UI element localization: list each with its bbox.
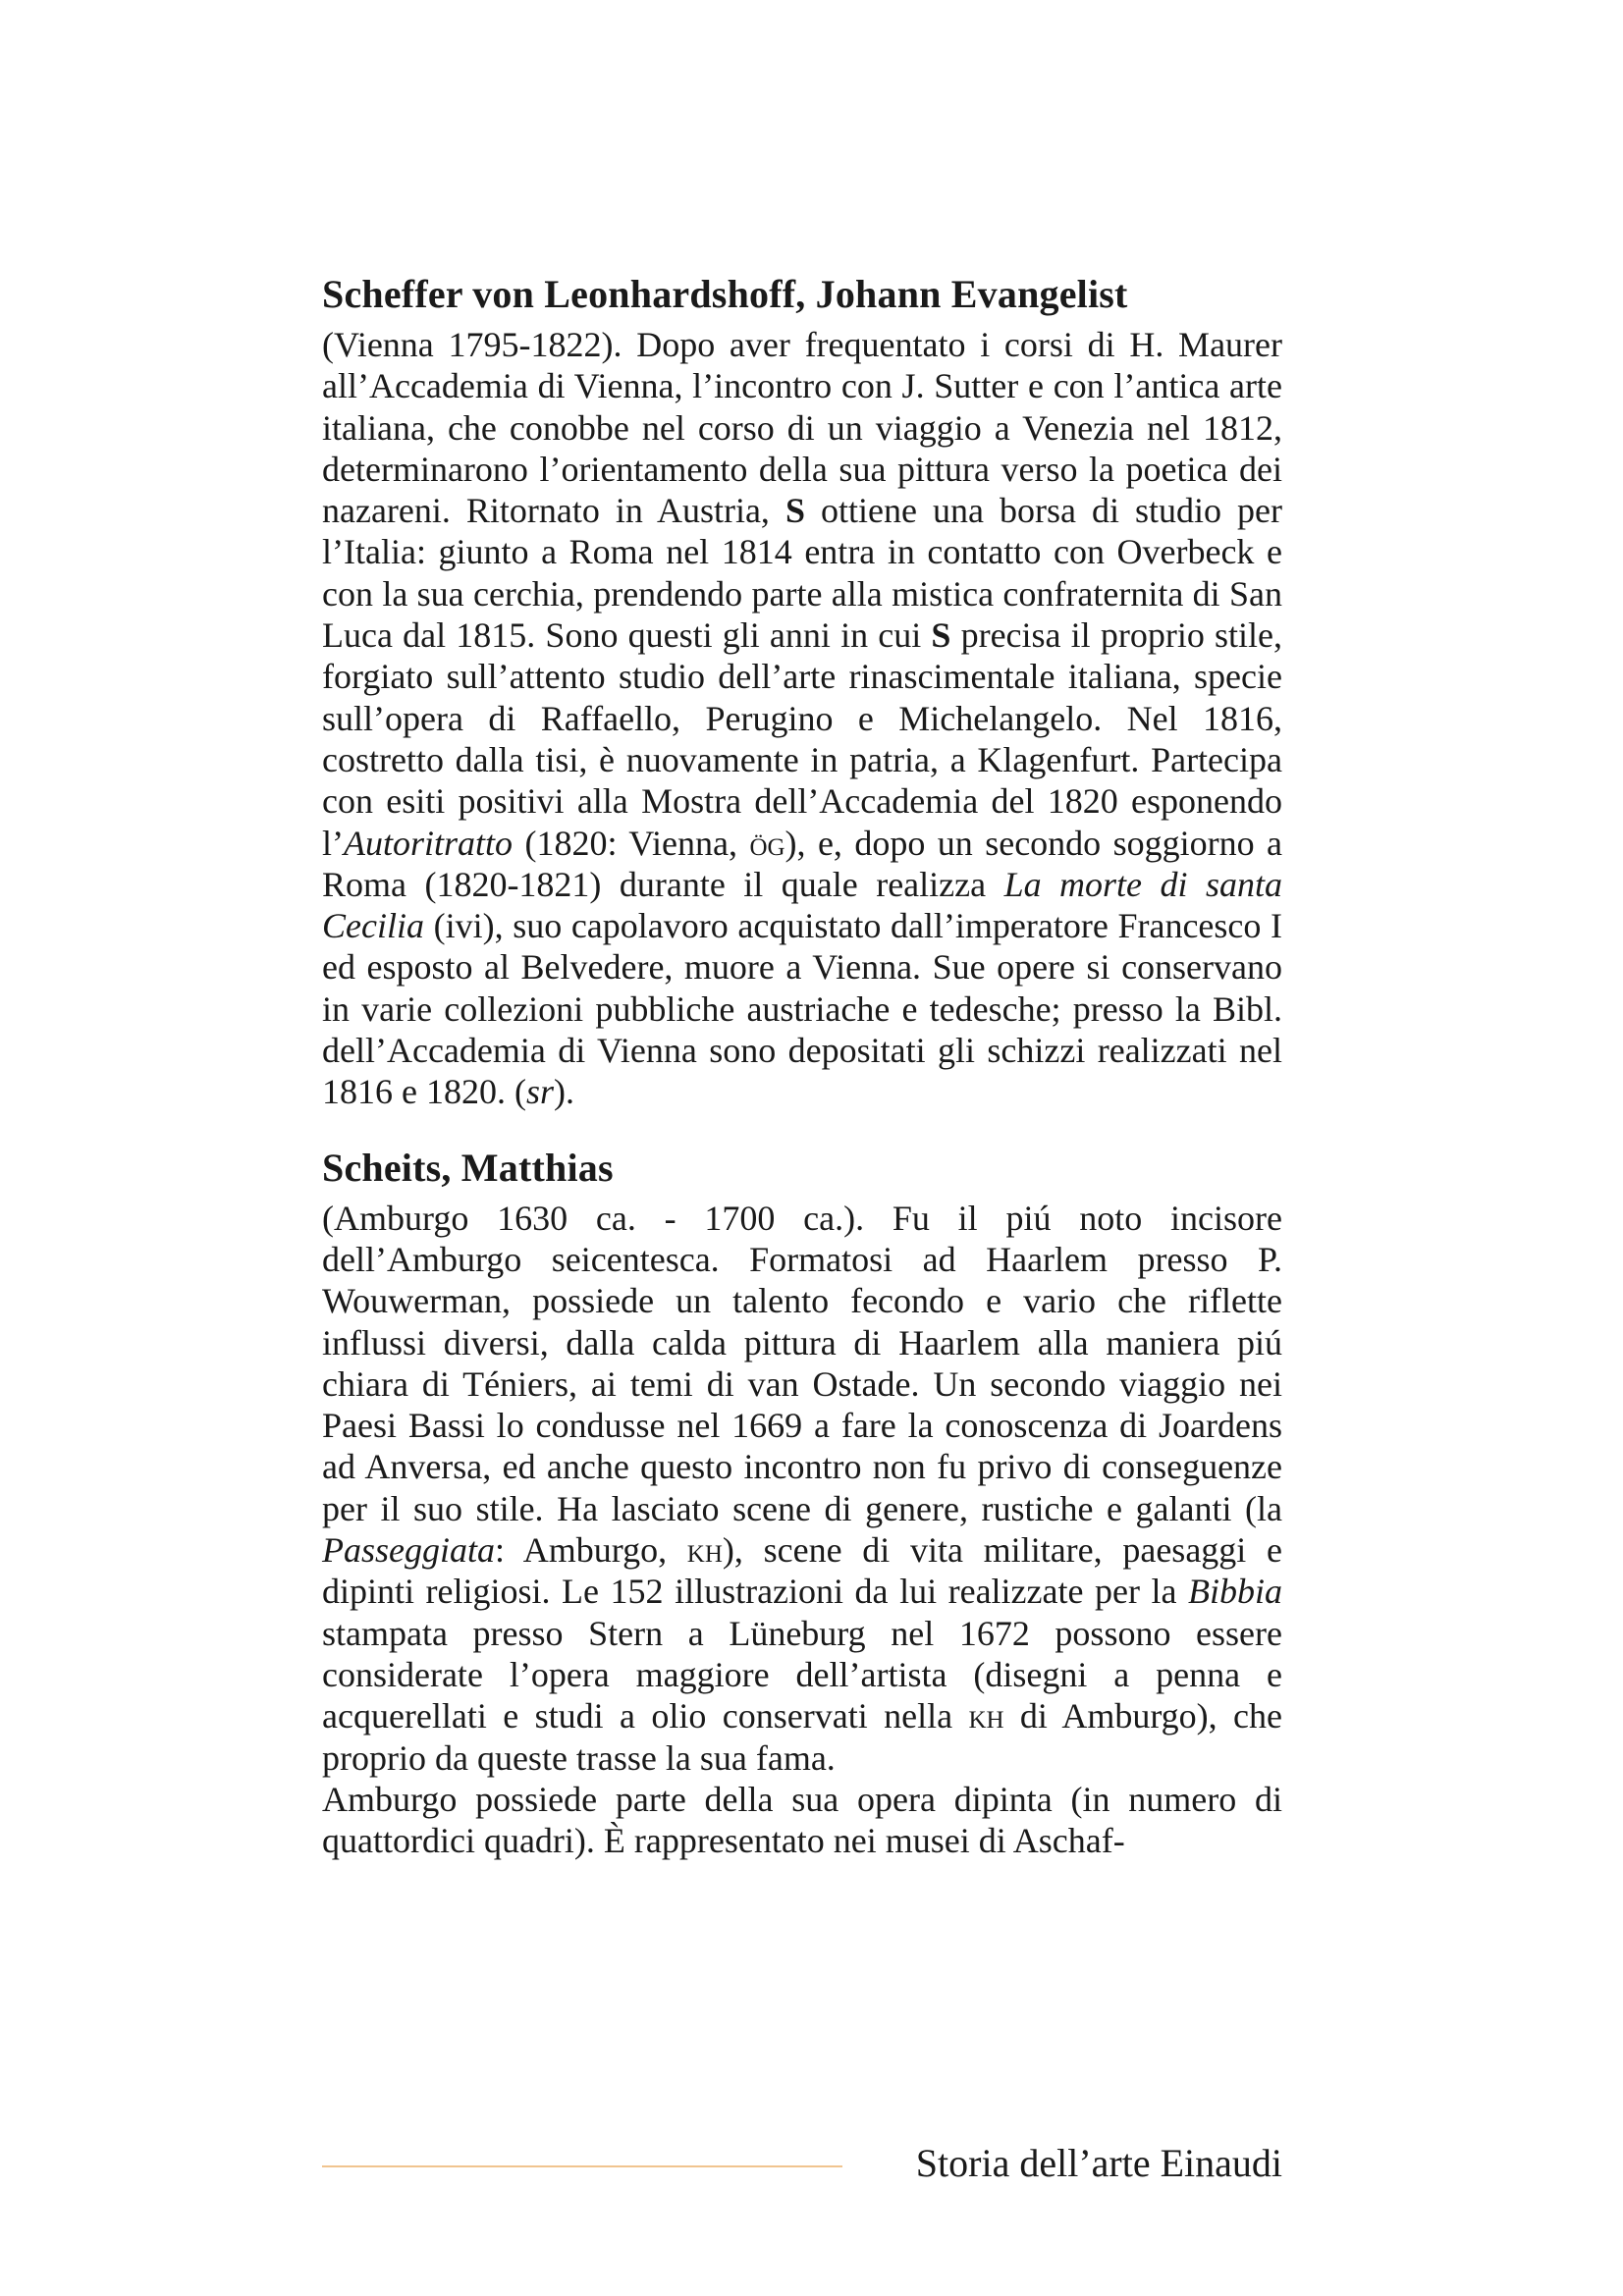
bold-run: S [784, 491, 805, 531]
italic-title: Bibbia [1188, 1572, 1282, 1612]
bold-run: S [931, 615, 951, 656]
body-paragraph: (Vienna 1795-1822). Dopo aver frequentato i corsi di H. Maurer all’Accademia di Vienna, l’incontro con J. Sutter e con l’antica arte italiana, che conobbe nel corso di un viaggio a Venezia nel 1812, determinarono l’orientamento della sua pittura verso la poetica dei nazareni. Ritornato in Austria, S ottiene una borsa di studio per l’Italia: giunto a Roma nel 1814 entra in contatto con Overbeck e con la sua cerchia, prendendo parte alla mistica confraternita di San Luca dal 1815. Sono questi gli anni in cui S precisa il proprio stile, forgiato sull’attento studio dell’arte rinascimentale italiana, specie sull’opera di Raffaello, Perugino e Michelangelo. Nel 1816, costretto dalla tisi, è nuovamente in patria, a Klagenfurt. Partecipa con esiti positivi alla Mostra dell’Accademia del 1820 esponendo l’Autoritratto (1820: Vienna, ög), e, dopo un secondo soggiorno a Roma (1820-1821) durante il quale realizza La morte di santa Cecilia (ivi), suo capolavoro acquistato dall’imperatore Francesco I ed esposto al Belvedere, muore a Vienna. Sue opere si conservano in varie collezioni pubbliche austriache e tedesche; presso la Bibl. dell’Accademia di Vienna sono depositati gli schizzi realizzati nel 1816 e 1820. (sr). [322, 325, 1282, 1112]
entry-scheits [322, 1145, 1282, 1862]
entry-scheffer [322, 271, 1282, 1113]
abbreviation: kh [686, 1530, 723, 1571]
footer-rule [322, 2165, 842, 2167]
body-paragraph: Amburgo possiede parte della sua opera dipinta (in numero di quattordici quadri). È rappresentato nei musei di Aschaf- [322, 1779, 1282, 1861]
entry-body [322, 324, 1282, 1113]
italic-title: Passeggiata [322, 1530, 495, 1571]
body-paragraph: (Amburgo 1630 ca. - 1700 ca.). Fu il piú noto incisore dell’Amburgo seicentesca. Formatosi ad Haarlem presso P. Wouwerman, possiede un talento fecondo e vario che riflette influssi diversi, dalla calda pittura di Haarlem alla maniera piú chiara di Téniers, ai temi di van Ostade. Un secondo viaggio nei Paesi Bassi lo condusse nel 1669 a fare la conoscenza di Joardens ad Anversa, ed anche questo incontro non fu privo di conseguenze per il suo stile. Ha lasciato scene di genere, rustiche e galanti (la Passeggiata: Amburgo, kh), scene di vita militare, paesaggi e dipinti religiosi. Le 152 illustrazioni da lui realizzate per la Bibbia stampata presso Stern a Lüneburg nel 1672 possono essere considerate l’opera maggiore dell’artista (disegni a penna e acquerellati e studi a olio conservati nella kh di Amburgo), che proprio da queste trasse la sua fama. [322, 1198, 1282, 1778]
italic-title: La morte di santa Cecilia [322, 864, 1282, 946]
italic-title: Autoritratto [344, 823, 514, 863]
entry-title: Scheffer von Leonhardshoff, Johann Evangelist [322, 272, 1128, 316]
abbreviation: ög [749, 823, 785, 863]
entry-title: Scheits, Matthias [322, 1145, 614, 1190]
footer-publication-title: Storia dell’arte Einaudi [915, 2141, 1282, 2185]
italic-title: sr [525, 1072, 554, 1112]
entry-body [322, 1198, 1282, 1862]
abbreviation: kh [968, 1696, 1004, 1736]
document-page [322, 271, 1282, 1861]
